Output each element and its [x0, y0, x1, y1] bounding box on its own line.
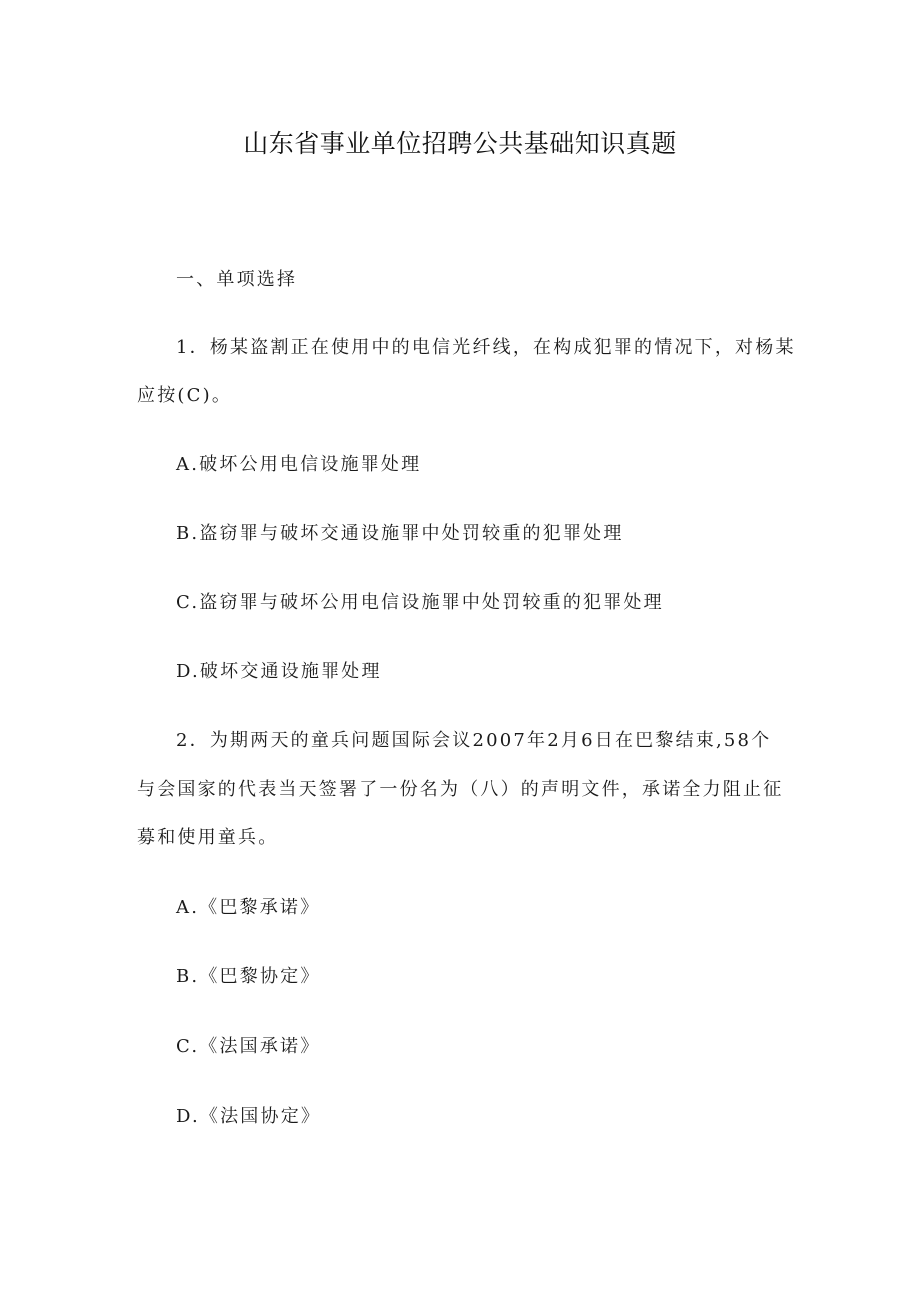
question-2-stem-line-2: 与会国家的代表当天签署了一份名为（八）的声明文件，承诺全力阻止征: [137, 779, 784, 800]
question-2-option-a: A.《巴黎承诺》: [176, 897, 321, 918]
question-1-option-b: B.盗窃罪与破坏交通设施罪中处罚较重的犯罪处理: [176, 523, 624, 544]
question-1-option-d: D.破坏交通设施罪处理: [176, 661, 382, 682]
question-2-stem-line-1: 2．为期两天的童兵问题国际会议2007年2月6日在巴黎结束,58个: [176, 730, 772, 751]
section-heading: 一、单项选择: [176, 269, 298, 290]
question-2-option-c: C.《法国承诺》: [176, 1036, 321, 1057]
question-2-option-d: D.《法国协定》: [176, 1106, 322, 1127]
question-1-stem-line-2: 应按(C)。: [137, 385, 233, 406]
question-2-option-b: B.《巴黎协定》: [176, 966, 321, 987]
question-1-option-a: A.破坏公用电信设施罪处理: [176, 454, 422, 475]
question-1-option-c: C.盗窃罪与破坏公用电信设施罪中处罚较重的犯罪处理: [176, 592, 664, 613]
question-1-stem-line-1: 1．杨某盗割正在使用中的电信光纤线，在构成犯罪的情况下，对杨某: [176, 337, 796, 358]
page-title: 山东省事业单位招聘公共基础知识真题: [243, 129, 677, 158]
question-2-stem-line-3: 募和使用童兵。: [137, 827, 279, 848]
